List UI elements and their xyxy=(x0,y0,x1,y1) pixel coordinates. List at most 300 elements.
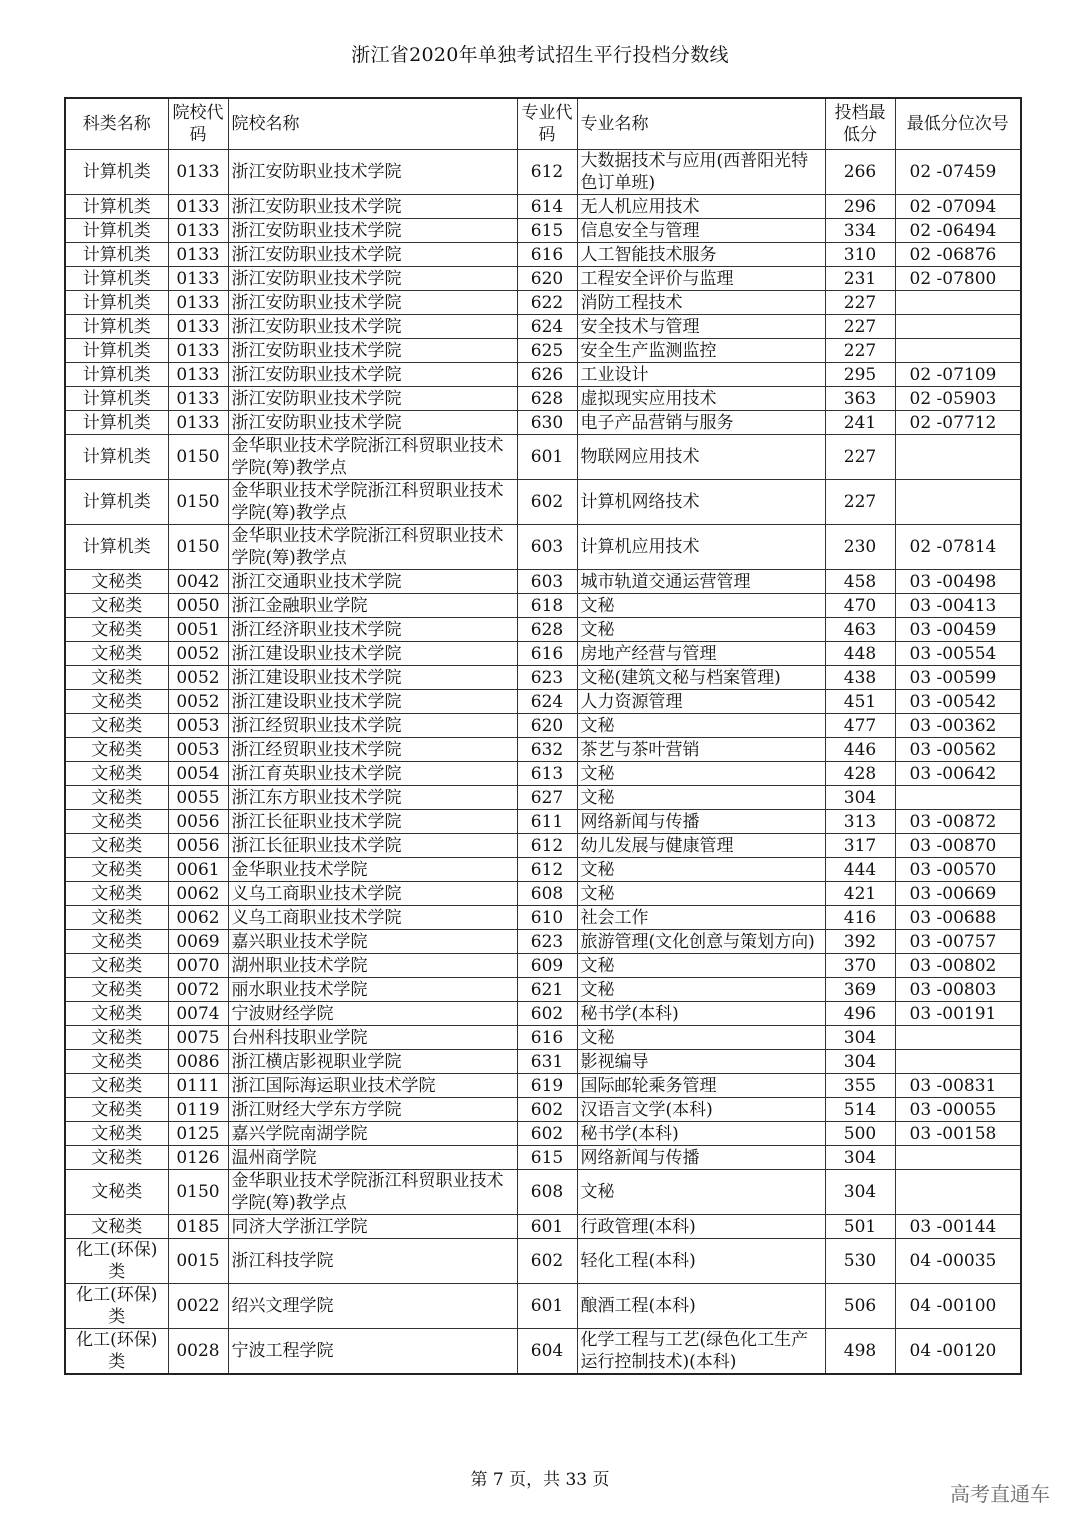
cell-major-name: 幼儿发展与健康管理 xyxy=(577,834,825,858)
cell-school-name: 嘉兴学院南湖学院 xyxy=(228,1122,517,1146)
cell-major-name: 信息安全与管理 xyxy=(577,219,825,243)
cell-min-score: 500 xyxy=(825,1122,895,1146)
cell-min-score: 241 xyxy=(825,411,895,435)
cell-school-code: 0028 xyxy=(168,1329,228,1375)
header-school-name: 院校名称 xyxy=(228,98,517,150)
cell-major-code: 612 xyxy=(517,858,577,882)
cell-category: 文秘类 xyxy=(65,618,168,642)
cell-major-code: 620 xyxy=(517,714,577,738)
cell-min-score: 304 xyxy=(825,786,895,810)
header-major-code: 专业代码 xyxy=(517,98,577,150)
cell-category: 文秘类 xyxy=(65,1170,168,1215)
table-row xyxy=(65,435,1021,480)
table-row xyxy=(65,1239,1021,1284)
cell-major-code: 623 xyxy=(517,930,577,954)
cell-major-code: 602 xyxy=(517,1122,577,1146)
cell-major-code: 602 xyxy=(517,1098,577,1122)
cell-school-code: 0150 xyxy=(168,480,228,525)
cell-category: 文秘类 xyxy=(65,594,168,618)
cell-major-code: 602 xyxy=(517,480,577,525)
cell-major-code: 622 xyxy=(517,291,577,315)
cell-category: 文秘类 xyxy=(65,1146,168,1170)
cell-min-score: 266 xyxy=(825,150,895,195)
cell-school-name: 义乌工商职业技术学院 xyxy=(228,882,517,906)
cell-min-rank xyxy=(895,1170,1021,1215)
cell-major-name: 计算机网络技术 xyxy=(577,480,825,525)
cell-school-code: 0062 xyxy=(168,906,228,930)
cell-school-code: 0125 xyxy=(168,1122,228,1146)
table-row xyxy=(65,570,1021,594)
cell-min-score: 444 xyxy=(825,858,895,882)
cell-major-code: 623 xyxy=(517,666,577,690)
header-major-name: 专业名称 xyxy=(577,98,825,150)
cell-school-name: 浙江东方职业技术学院 xyxy=(228,786,517,810)
cell-min-rank: 03 -00542 xyxy=(895,690,1021,714)
cell-min-score: 230 xyxy=(825,525,895,570)
cell-major-name: 旅游管理(文化创意与策划方向) xyxy=(577,930,825,954)
cell-major-code: 603 xyxy=(517,525,577,570)
cell-major-name: 文秘 xyxy=(577,594,825,618)
cell-min-score: 530 xyxy=(825,1239,895,1284)
cell-category: 计算机类 xyxy=(65,243,168,267)
cell-min-score: 506 xyxy=(825,1284,895,1329)
cell-major-code: 614 xyxy=(517,195,577,219)
cell-school-code: 0133 xyxy=(168,411,228,435)
cell-school-code: 0054 xyxy=(168,762,228,786)
table-row xyxy=(65,291,1021,315)
cell-school-name: 浙江金融职业学院 xyxy=(228,594,517,618)
cell-school-code: 0072 xyxy=(168,978,228,1002)
cell-category: 计算机类 xyxy=(65,150,168,195)
cell-school-name: 宁波工程学院 xyxy=(228,1329,517,1375)
cell-min-rank: 03 -00757 xyxy=(895,930,1021,954)
cell-school-name: 浙江安防职业技术学院 xyxy=(228,315,517,339)
cell-category: 文秘类 xyxy=(65,1122,168,1146)
cell-school-name: 金华职业技术学院浙江科贸职业技术学院(筹)教学点 xyxy=(228,1170,517,1215)
cell-min-rank: 03 -00055 xyxy=(895,1098,1021,1122)
cell-category: 文秘类 xyxy=(65,930,168,954)
cell-min-score: 514 xyxy=(825,1098,895,1122)
cell-major-name: 大数据技术与应用(西普阳光特色订单班) xyxy=(577,150,825,195)
cell-school-name: 绍兴文理学院 xyxy=(228,1284,517,1329)
cell-min-rank: 02 -07800 xyxy=(895,267,1021,291)
cell-major-name: 消防工程技术 xyxy=(577,291,825,315)
cell-major-name: 安全生产监测监控 xyxy=(577,339,825,363)
cell-school-name: 嘉兴职业技术学院 xyxy=(228,930,517,954)
cell-school-name: 浙江长征职业技术学院 xyxy=(228,810,517,834)
cell-school-code: 0056 xyxy=(168,834,228,858)
cell-category: 计算机类 xyxy=(65,219,168,243)
cell-school-code: 0111 xyxy=(168,1074,228,1098)
cell-major-code: 601 xyxy=(517,1215,577,1239)
cell-school-name: 浙江育英职业技术学院 xyxy=(228,762,517,786)
table-row xyxy=(65,195,1021,219)
cell-category: 计算机类 xyxy=(65,267,168,291)
cell-major-code: 604 xyxy=(517,1329,577,1375)
cell-category: 文秘类 xyxy=(65,762,168,786)
cell-min-score: 334 xyxy=(825,219,895,243)
cell-school-code: 0133 xyxy=(168,150,228,195)
cell-major-name: 网络新闻与传播 xyxy=(577,1146,825,1170)
cell-major-name: 国际邮轮乘务管理 xyxy=(577,1074,825,1098)
cell-school-code: 0070 xyxy=(168,954,228,978)
cell-min-rank: 03 -00669 xyxy=(895,882,1021,906)
cell-school-name: 浙江经贸职业技术学院 xyxy=(228,714,517,738)
cell-category: 计算机类 xyxy=(65,480,168,525)
cell-major-code: 610 xyxy=(517,906,577,930)
cell-category: 计算机类 xyxy=(65,339,168,363)
cell-school-code: 0133 xyxy=(168,315,228,339)
table-row xyxy=(65,834,1021,858)
cell-major-code: 631 xyxy=(517,1050,577,1074)
cell-major-name: 行政管理(本科) xyxy=(577,1215,825,1239)
cell-major-name: 化学工程与工艺(绿色化工生产运行控制技术)(本科) xyxy=(577,1329,825,1375)
cell-category: 文秘类 xyxy=(65,1215,168,1239)
cell-school-code: 0133 xyxy=(168,219,228,243)
cell-major-name: 物联网应用技术 xyxy=(577,435,825,480)
cell-school-code: 0015 xyxy=(168,1239,228,1284)
table-row xyxy=(65,480,1021,525)
cell-min-rank: 03 -00362 xyxy=(895,714,1021,738)
cell-school-name: 金华职业技术学院浙江科贸职业技术学院(筹)教学点 xyxy=(228,525,517,570)
cell-category: 文秘类 xyxy=(65,714,168,738)
cell-school-code: 0056 xyxy=(168,810,228,834)
cell-min-rank: 03 -00599 xyxy=(895,666,1021,690)
cell-category: 文秘类 xyxy=(65,1074,168,1098)
cell-school-name: 同济大学浙江学院 xyxy=(228,1215,517,1239)
cell-school-code: 0133 xyxy=(168,267,228,291)
cell-min-score: 438 xyxy=(825,666,895,690)
cell-school-name: 浙江横店影视职业学院 xyxy=(228,1050,517,1074)
cell-school-code: 0062 xyxy=(168,882,228,906)
table-row xyxy=(65,315,1021,339)
cell-min-rank: 03 -00144 xyxy=(895,1215,1021,1239)
cell-school-name: 浙江交通职业技术学院 xyxy=(228,570,517,594)
cell-major-name: 虚拟现实应用技术 xyxy=(577,387,825,411)
cell-min-score: 498 xyxy=(825,1329,895,1375)
cell-category: 文秘类 xyxy=(65,1050,168,1074)
cell-major-code: 601 xyxy=(517,435,577,480)
table-row xyxy=(65,738,1021,762)
cell-major-name: 工程安全评价与监理 xyxy=(577,267,825,291)
table-row xyxy=(65,618,1021,642)
cell-major-name: 茶艺与茶叶营销 xyxy=(577,738,825,762)
cell-major-code: 613 xyxy=(517,762,577,786)
table-row xyxy=(65,411,1021,435)
cell-min-rank xyxy=(895,786,1021,810)
header-school-code: 院校代码 xyxy=(168,98,228,150)
cell-category: 计算机类 xyxy=(65,291,168,315)
table-row xyxy=(65,387,1021,411)
cell-major-name: 人工智能技术服务 xyxy=(577,243,825,267)
cell-major-code: 625 xyxy=(517,339,577,363)
cell-school-code: 0133 xyxy=(168,387,228,411)
cell-min-score: 227 xyxy=(825,315,895,339)
cell-school-name: 温州商学院 xyxy=(228,1146,517,1170)
cell-min-rank: 03 -00498 xyxy=(895,570,1021,594)
table-row xyxy=(65,642,1021,666)
cell-school-name: 浙江财经大学东方学院 xyxy=(228,1098,517,1122)
cell-major-name: 人力资源管理 xyxy=(577,690,825,714)
table-row xyxy=(65,690,1021,714)
table-row xyxy=(65,1284,1021,1329)
cell-min-score: 355 xyxy=(825,1074,895,1098)
cell-min-rank xyxy=(895,291,1021,315)
cell-major-name: 文秘 xyxy=(577,1170,825,1215)
cell-school-name: 浙江安防职业技术学院 xyxy=(228,219,517,243)
cell-category: 计算机类 xyxy=(65,315,168,339)
cell-school-code: 0022 xyxy=(168,1284,228,1329)
cell-min-rank: 03 -00459 xyxy=(895,618,1021,642)
cell-category: 文秘类 xyxy=(65,738,168,762)
cell-school-name: 义乌工商职业技术学院 xyxy=(228,906,517,930)
cell-category: 计算机类 xyxy=(65,435,168,480)
cell-school-code: 0053 xyxy=(168,714,228,738)
cell-school-code: 0053 xyxy=(168,738,228,762)
cell-major-code: 621 xyxy=(517,978,577,1002)
cell-min-score: 428 xyxy=(825,762,895,786)
cell-min-score: 392 xyxy=(825,930,895,954)
cell-major-name: 城市轨道交通运营管理 xyxy=(577,570,825,594)
page-title: 浙江省2020年单独考试招生平行投档分数线 xyxy=(351,44,729,66)
cell-school-code: 0150 xyxy=(168,435,228,480)
table-row xyxy=(65,1050,1021,1074)
cell-school-code: 0075 xyxy=(168,1026,228,1050)
cell-major-code: 615 xyxy=(517,1146,577,1170)
cell-min-score: 310 xyxy=(825,243,895,267)
cell-min-rank: 03 -00158 xyxy=(895,1122,1021,1146)
cell-min-rank: 03 -00688 xyxy=(895,906,1021,930)
cell-major-code: 612 xyxy=(517,150,577,195)
cell-major-name: 网络新闻与传播 xyxy=(577,810,825,834)
cell-min-rank xyxy=(895,1146,1021,1170)
cell-major-name: 电子产品营销与服务 xyxy=(577,411,825,435)
cell-major-code: 630 xyxy=(517,411,577,435)
cell-school-code: 0150 xyxy=(168,1170,228,1215)
cell-major-name: 文秘 xyxy=(577,1026,825,1050)
cell-category: 计算机类 xyxy=(65,195,168,219)
cell-min-score: 227 xyxy=(825,480,895,525)
cell-major-name: 无人机应用技术 xyxy=(577,195,825,219)
table-row xyxy=(65,267,1021,291)
cell-min-score: 458 xyxy=(825,570,895,594)
cell-min-rank: 03 -00642 xyxy=(895,762,1021,786)
cell-school-name: 金华职业技术学院 xyxy=(228,858,517,882)
cell-school-name: 浙江安防职业技术学院 xyxy=(228,150,517,195)
source-watermark: 高考直通车 xyxy=(950,1482,1050,1506)
cell-min-score: 416 xyxy=(825,906,895,930)
cell-school-name: 金华职业技术学院浙江科贸职业技术学院(筹)教学点 xyxy=(228,435,517,480)
cell-min-rank: 03 -00831 xyxy=(895,1074,1021,1098)
table-row xyxy=(65,1026,1021,1050)
cell-major-code: 624 xyxy=(517,315,577,339)
cell-major-name: 酿酒工程(本科) xyxy=(577,1284,825,1329)
cell-major-code: 602 xyxy=(517,1002,577,1026)
cell-major-name: 文秘 xyxy=(577,882,825,906)
cell-min-score: 463 xyxy=(825,618,895,642)
cell-school-code: 0133 xyxy=(168,195,228,219)
table-row xyxy=(65,594,1021,618)
cell-min-rank xyxy=(895,435,1021,480)
cell-min-rank: 02 -07814 xyxy=(895,525,1021,570)
cell-school-name: 浙江建设职业技术学院 xyxy=(228,690,517,714)
table-row xyxy=(65,666,1021,690)
cell-min-rank xyxy=(895,480,1021,525)
cell-school-name: 浙江安防职业技术学院 xyxy=(228,291,517,315)
cell-min-score: 421 xyxy=(825,882,895,906)
cell-min-rank: 03 -00872 xyxy=(895,810,1021,834)
table-row xyxy=(65,339,1021,363)
cell-min-rank: 03 -00803 xyxy=(895,978,1021,1002)
cell-school-code: 0061 xyxy=(168,858,228,882)
cell-major-code: 609 xyxy=(517,954,577,978)
table-row xyxy=(65,1170,1021,1215)
cell-major-code: 608 xyxy=(517,1170,577,1215)
cell-school-name: 浙江安防职业技术学院 xyxy=(228,411,517,435)
cell-school-name: 浙江安防职业技术学院 xyxy=(228,195,517,219)
cell-school-code: 0133 xyxy=(168,291,228,315)
cell-min-rank: 02 -07459 xyxy=(895,150,1021,195)
cell-major-code: 616 xyxy=(517,642,577,666)
cell-school-code: 0133 xyxy=(168,339,228,363)
cell-major-code: 603 xyxy=(517,570,577,594)
table-row xyxy=(65,1146,1021,1170)
cell-school-name: 浙江经济职业技术学院 xyxy=(228,618,517,642)
cell-min-rank: 03 -00413 xyxy=(895,594,1021,618)
table-header-row xyxy=(65,98,1021,150)
cell-min-rank xyxy=(895,1050,1021,1074)
cell-major-code: 628 xyxy=(517,618,577,642)
table-row xyxy=(65,1074,1021,1098)
cell-min-score: 304 xyxy=(825,1146,895,1170)
cell-major-code: 628 xyxy=(517,387,577,411)
cell-school-code: 0052 xyxy=(168,642,228,666)
cell-min-score: 296 xyxy=(825,195,895,219)
cell-min-rank xyxy=(895,315,1021,339)
cell-min-rank: 03 -00562 xyxy=(895,738,1021,762)
cell-category: 化工(环保)类 xyxy=(65,1329,168,1375)
admission-score-table xyxy=(64,97,1022,1375)
cell-min-rank: 02 -06494 xyxy=(895,219,1021,243)
cell-category: 文秘类 xyxy=(65,1026,168,1050)
cell-category: 计算机类 xyxy=(65,387,168,411)
cell-category: 文秘类 xyxy=(65,906,168,930)
cell-category: 文秘类 xyxy=(65,1098,168,1122)
cell-major-name: 计算机应用技术 xyxy=(577,525,825,570)
cell-major-name: 文秘 xyxy=(577,786,825,810)
cell-school-name: 台州科技职业学院 xyxy=(228,1026,517,1050)
cell-major-name: 轻化工程(本科) xyxy=(577,1239,825,1284)
cell-min-rank: 03 -00870 xyxy=(895,834,1021,858)
cell-min-score: 446 xyxy=(825,738,895,762)
cell-major-name: 安全技术与管理 xyxy=(577,315,825,339)
cell-school-code: 0055 xyxy=(168,786,228,810)
table-body xyxy=(65,150,1021,1375)
cell-school-code: 0069 xyxy=(168,930,228,954)
cell-min-score: 370 xyxy=(825,954,895,978)
cell-school-code: 0051 xyxy=(168,618,228,642)
cell-category: 文秘类 xyxy=(65,810,168,834)
cell-school-name: 浙江长征职业技术学院 xyxy=(228,834,517,858)
cell-min-rank: 04 -00120 xyxy=(895,1329,1021,1375)
cell-school-code: 0042 xyxy=(168,570,228,594)
table-row xyxy=(65,1002,1021,1026)
cell-min-score: 313 xyxy=(825,810,895,834)
cell-min-score: 477 xyxy=(825,714,895,738)
cell-category: 文秘类 xyxy=(65,834,168,858)
cell-min-rank: 03 -00570 xyxy=(895,858,1021,882)
cell-min-rank: 02 -07109 xyxy=(895,363,1021,387)
cell-major-code: 611 xyxy=(517,810,577,834)
cell-category: 计算机类 xyxy=(65,363,168,387)
cell-category: 文秘类 xyxy=(65,786,168,810)
cell-school-name: 浙江经贸职业技术学院 xyxy=(228,738,517,762)
cell-min-score: 227 xyxy=(825,339,895,363)
cell-school-code: 0126 xyxy=(168,1146,228,1170)
table-row xyxy=(65,219,1021,243)
cell-school-name: 浙江建设职业技术学院 xyxy=(228,642,517,666)
cell-min-rank: 04 -00035 xyxy=(895,1239,1021,1284)
cell-major-name: 房地产经营与管理 xyxy=(577,642,825,666)
cell-min-rank: 03 -00802 xyxy=(895,954,1021,978)
cell-school-name: 浙江安防职业技术学院 xyxy=(228,363,517,387)
table-row xyxy=(65,810,1021,834)
table-row xyxy=(65,930,1021,954)
cell-category: 化工(环保)类 xyxy=(65,1239,168,1284)
cell-school-code: 0150 xyxy=(168,525,228,570)
cell-min-score: 317 xyxy=(825,834,895,858)
cell-major-name: 工业设计 xyxy=(577,363,825,387)
cell-min-score: 227 xyxy=(825,435,895,480)
cell-major-name: 秘书学(本科) xyxy=(577,1122,825,1146)
cell-school-code: 0133 xyxy=(168,243,228,267)
cell-min-score: 448 xyxy=(825,642,895,666)
cell-min-rank: 02 -06876 xyxy=(895,243,1021,267)
cell-school-code: 0050 xyxy=(168,594,228,618)
cell-min-rank xyxy=(895,339,1021,363)
cell-school-name: 浙江安防职业技术学院 xyxy=(228,243,517,267)
cell-school-code: 0086 xyxy=(168,1050,228,1074)
cell-school-name: 金华职业技术学院浙江科贸职业技术学院(筹)教学点 xyxy=(228,480,517,525)
cell-school-name: 浙江国际海运职业技术学院 xyxy=(228,1074,517,1098)
cell-school-name: 丽水职业技术学院 xyxy=(228,978,517,1002)
cell-min-rank: 02 -05903 xyxy=(895,387,1021,411)
cell-category: 计算机类 xyxy=(65,411,168,435)
cell-category: 文秘类 xyxy=(65,882,168,906)
cell-major-code: 615 xyxy=(517,219,577,243)
table-row xyxy=(65,1122,1021,1146)
cell-school-code: 0052 xyxy=(168,690,228,714)
cell-major-code: 632 xyxy=(517,738,577,762)
table-row xyxy=(65,858,1021,882)
table-row xyxy=(65,525,1021,570)
cell-school-code: 0119 xyxy=(168,1098,228,1122)
cell-major-code: 619 xyxy=(517,1074,577,1098)
cell-min-score: 304 xyxy=(825,1050,895,1074)
cell-major-code: 627 xyxy=(517,786,577,810)
cell-min-score: 470 xyxy=(825,594,895,618)
cell-school-name: 浙江科技学院 xyxy=(228,1239,517,1284)
cell-school-name: 浙江建设职业技术学院 xyxy=(228,666,517,690)
cell-major-name: 文秘 xyxy=(577,714,825,738)
table-row xyxy=(65,906,1021,930)
table-row xyxy=(65,150,1021,195)
table-row xyxy=(65,786,1021,810)
table-row xyxy=(65,1215,1021,1239)
cell-category: 文秘类 xyxy=(65,666,168,690)
cell-school-code: 0074 xyxy=(168,1002,228,1026)
cell-major-name: 秘书学(本科) xyxy=(577,1002,825,1026)
